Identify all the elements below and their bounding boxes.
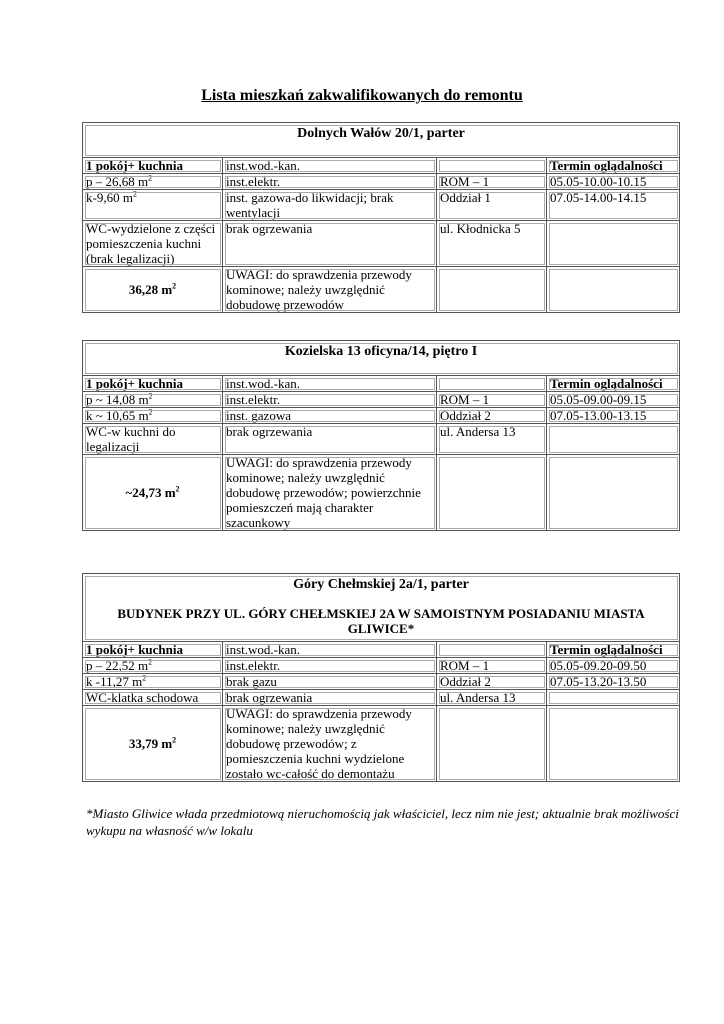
room-size-cell: WC-w kuchni do legalizacji [83, 424, 223, 455]
table-row [83, 267, 680, 313]
table-row [83, 455, 680, 531]
room-size-cell: p – 26,68 $m^2$ [83, 174, 223, 190]
apartment-table-2 [82, 340, 680, 531]
table-row [83, 658, 680, 674]
viewing-time-cell: 07.05-13.00-13.15 [547, 408, 680, 424]
office-cell: ul. Kłodnicka 5 [437, 221, 547, 267]
room-size-cell: WC-wydzielone z części pomieszczenia kuchni (brak legalizacji) [83, 221, 223, 267]
col-viewing-header: Termin oglądalności [547, 158, 680, 174]
office-cell: ROM – 1 [437, 658, 547, 674]
table-row [83, 221, 680, 267]
remarks-cell: UWAGI: do sprawdzenia przewody kominowe; należy uwzględnić dobudowę przewodów; z pomieszczenia kuchni wydzielone zostało wc-całość do demontażu [223, 706, 437, 782]
ownership-note: BUDYNEK PRZY UL. GÓRY CHEŁMSKIEJ 2A W SAMOISTNYM POSIADANIU MIASTA GLIWICE* [117, 606, 645, 636]
viewing-time-cell: 05.05-09.20-09.50 [547, 658, 680, 674]
viewing-time-cell: 07.05-14.00-14.15 [547, 190, 680, 221]
col-rooms-header: 1 pokój+ kuchnia [83, 642, 223, 658]
room-size-cell: WC-klatka schodowa [83, 690, 223, 706]
office-cell: Oddział 2 [437, 408, 547, 424]
table-header-row [83, 642, 680, 658]
viewing-time-cell [547, 221, 680, 267]
table-row [83, 408, 680, 424]
col-install-header: inst.wod.-kan. [223, 642, 437, 658]
apartment-address: Kozielska 13 oficyna/14, piętro I [83, 341, 680, 376]
empty-cell [547, 455, 680, 531]
table-row [83, 424, 680, 455]
table-row [83, 174, 680, 190]
room-size-cell: k -11,27 $m^2$ [83, 674, 223, 690]
table-row [83, 690, 680, 706]
empty-cell [547, 267, 680, 313]
col-viewing-header: Termin oglądalności [547, 376, 680, 392]
room-size-cell: k-9,60 $m^2$ [83, 190, 223, 221]
install-cell: inst.elektr. [223, 392, 437, 408]
office-cell: ROM – 1 [437, 392, 547, 408]
apartment-header-cell [83, 574, 680, 642]
table-row [83, 706, 680, 782]
col-rooms-header: 1 pokój+ kuchnia [83, 376, 223, 392]
empty-cell [437, 376, 547, 392]
install-cell: brak ogrzewania [223, 690, 437, 706]
empty-cell [437, 158, 547, 174]
viewing-time-cell [547, 424, 680, 455]
page-title: Lista mieszkań zakwalifikowanych do remontu [201, 87, 523, 104]
table-header-row [83, 376, 680, 392]
room-size-cell: k ~ 10,65 $m^2$ [83, 408, 223, 424]
install-cell: inst.elektr. [223, 174, 437, 190]
viewing-time-cell: 07.05-13.20-13.50 [547, 674, 680, 690]
remarks-cell: UWAGI: do sprawdzenia przewody kominowe; należy uwzględnić dobudowę przewodów [223, 267, 437, 313]
remarks-cell: UWAGI: do sprawdzenia przewody kominowe; należy uwzględnić dobudowę przewodów; powierzchnie pomieszczeń mają charakter szacunkowy [223, 455, 437, 531]
install-cell: brak ogrzewania [223, 424, 437, 455]
office-cell: ul. Andersa 13 [437, 690, 547, 706]
office-cell: Oddział 2 [437, 674, 547, 690]
empty-cell [437, 455, 547, 531]
office-cell: ROM – 1 [437, 174, 547, 190]
empty-cell [437, 267, 547, 313]
total-area-cell: 33,79 $m^2$ [83, 706, 223, 782]
room-size-cell: p ~ 14,08 $m^2$ [83, 392, 223, 408]
col-install-header: inst.wod.-kan. [223, 158, 437, 174]
apartment-address: Góry Chełmskiej 2a/1, parter [293, 577, 469, 592]
table-row [83, 674, 680, 690]
empty-cell [437, 706, 547, 782]
apartment-table-3 [82, 573, 680, 782]
viewing-time-cell: 05.05-10.00-10.15 [547, 174, 680, 190]
table-header-row [83, 158, 680, 174]
install-cell: brak gazu [223, 674, 437, 690]
table-row [83, 190, 680, 221]
install-cell: inst.elektr. [223, 658, 437, 674]
table-row [83, 392, 680, 408]
total-area-cell: ~24,73 $m^2$ [83, 455, 223, 531]
install-cell: inst. gazowa [223, 408, 437, 424]
col-viewing-header: Termin oglądalności [547, 642, 680, 658]
apartment-address: Dolnych Wałów 20/1, parter [83, 123, 680, 158]
viewing-time-cell: 05.05-09.00-09.15 [547, 392, 680, 408]
install-cell: inst. gazowa-do likwidacji; brak wentylacji [223, 190, 437, 221]
office-cell: Oddział 1 [437, 190, 547, 221]
apartment-table-1 [82, 122, 680, 313]
empty-cell [547, 706, 680, 782]
footnote: *Miasto Gliwice włada przedmiotową nieruchomością jak właściciel, lecz nim nie jest; aktualnie brak możliwości wykupu na własność w/w lokalu [86, 806, 679, 838]
empty-cell [437, 642, 547, 658]
office-cell: ul. Andersa 13 [437, 424, 547, 455]
col-rooms-header: 1 pokój+ kuchnia [83, 158, 223, 174]
room-size-cell: p – 22,52 $m^2$ [83, 658, 223, 674]
col-install-header: inst.wod.-kan. [223, 376, 437, 392]
install-cell: brak ogrzewania [223, 221, 437, 267]
total-area-cell: 36,28 $m^2$ [83, 267, 223, 313]
viewing-time-cell [547, 690, 680, 706]
